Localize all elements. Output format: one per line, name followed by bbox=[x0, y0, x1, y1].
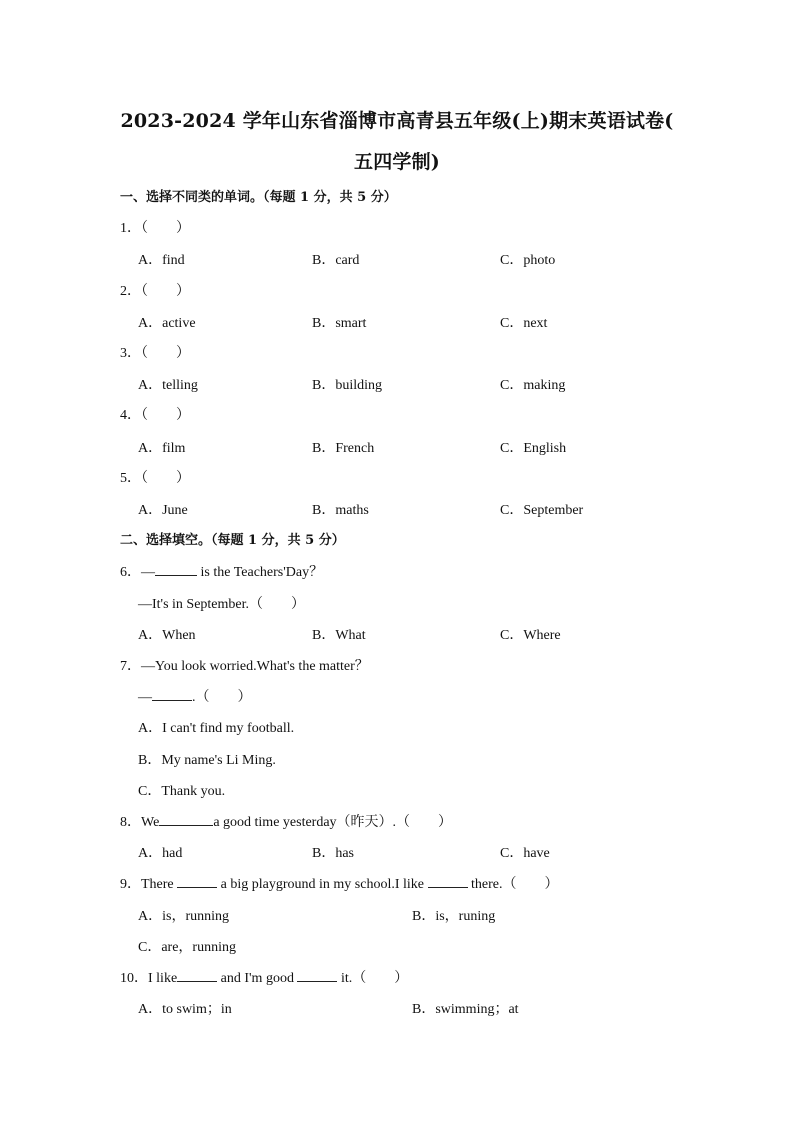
question-5-option-c: C．September bbox=[500, 503, 584, 518]
question-6-option-a: A．When bbox=[138, 628, 196, 643]
question-5-option-b: B．maths bbox=[312, 503, 369, 518]
question-8-stem-start: 8．We bbox=[120, 815, 160, 830]
answer-blank bbox=[297, 969, 337, 982]
question-6-option-c: C．Where bbox=[500, 628, 561, 643]
question-10-option-a: A．to swim；in bbox=[138, 1002, 232, 1017]
question-7-option-a: A．I can't find my football. bbox=[138, 721, 295, 736]
question-7-response-end: .（ ） bbox=[192, 690, 252, 705]
question-9-stem-start: 9．There bbox=[120, 877, 178, 892]
question-3-option-c: C．making bbox=[500, 378, 566, 393]
answer-blank bbox=[155, 563, 197, 576]
section-heading-1: 一、选择不同类的单词。（每题 1 分，共 5 分） bbox=[120, 190, 397, 205]
question-6-option-b: B．What bbox=[312, 628, 366, 643]
question-6-stem-end: is the Teachers'Day？ bbox=[197, 565, 324, 580]
question-6-response: —It's in September.（ ） bbox=[138, 597, 306, 612]
question-8-option-b: B．has bbox=[312, 846, 354, 861]
question-2-option-b: B．smart bbox=[312, 316, 367, 331]
question-1-option-c: C．photo bbox=[500, 253, 556, 268]
question-5-stem: 5．（ ） bbox=[120, 471, 190, 486]
exam-title-line1: 2023-2024 学年山东省淄博市高青县五年级(上)期末英语试卷( bbox=[120, 110, 674, 132]
question-4-option-a: A．film bbox=[138, 441, 186, 456]
question-3-option-b: B．building bbox=[312, 378, 383, 393]
question-4-stem: 4．（ ） bbox=[120, 408, 190, 423]
question-10-stem-middle: and I'm good bbox=[217, 971, 298, 986]
answer-blank bbox=[428, 875, 468, 888]
question-8-stem bbox=[120, 811, 452, 831]
question-2-option-a: A．active bbox=[138, 316, 196, 331]
question-3-stem: 3．（ ） bbox=[120, 346, 190, 361]
question-1-stem: 1．（ ） bbox=[120, 221, 190, 236]
question-6-stem bbox=[120, 561, 323, 581]
question-7-option-b: B．My name's Li Ming. bbox=[138, 753, 276, 768]
question-2-option-c: C．next bbox=[500, 316, 548, 331]
question-9-stem bbox=[120, 873, 559, 893]
question-7-response bbox=[138, 686, 252, 706]
section-heading-2: 二、选择填空。（每题 1 分，共 5 分） bbox=[120, 533, 345, 548]
question-9-option-b: B．is，runing bbox=[412, 909, 496, 924]
question-9-option-c: C．are，running bbox=[138, 940, 236, 955]
answer-blank bbox=[159, 813, 213, 826]
question-7-option-c: C．Thank you. bbox=[138, 784, 226, 799]
question-8-stem-end: a good time yesterday（昨天）.（ ） bbox=[213, 815, 453, 830]
question-7-stem: 7．—You look worried.What's the matter？ bbox=[120, 659, 369, 674]
question-9-option-a: A．is，running bbox=[138, 909, 229, 924]
question-10-option-b: B．swimming；at bbox=[412, 1002, 519, 1017]
question-9-stem-middle: a big playground in my school.I like bbox=[217, 877, 428, 892]
question-4-option-c: C．English bbox=[500, 441, 567, 456]
question-10-stem bbox=[120, 967, 408, 987]
question-8-option-a: A．had bbox=[138, 846, 183, 861]
question-1-option-a: A．find bbox=[138, 253, 185, 268]
question-8-option-c: C．have bbox=[500, 846, 550, 861]
answer-blank bbox=[152, 688, 192, 701]
question-3-option-a: A．telling bbox=[138, 378, 198, 393]
question-1-option-b: B．card bbox=[312, 253, 360, 268]
question-10-stem-start: 10．I like bbox=[120, 971, 178, 986]
exam-title-line2: 五四学制) bbox=[354, 151, 440, 173]
question-2-stem: 2．（ ） bbox=[120, 284, 190, 299]
question-4-option-b: B．French bbox=[312, 441, 375, 456]
question-6-stem-start: 6．— bbox=[120, 565, 155, 580]
question-7-response-start: — bbox=[138, 690, 152, 705]
question-9-stem-end: there.（ ） bbox=[467, 877, 559, 892]
question-10-stem-end: it.（ ） bbox=[337, 971, 409, 986]
question-5-option-a: A．June bbox=[138, 503, 188, 518]
answer-blank bbox=[177, 969, 217, 982]
answer-blank bbox=[177, 875, 217, 888]
